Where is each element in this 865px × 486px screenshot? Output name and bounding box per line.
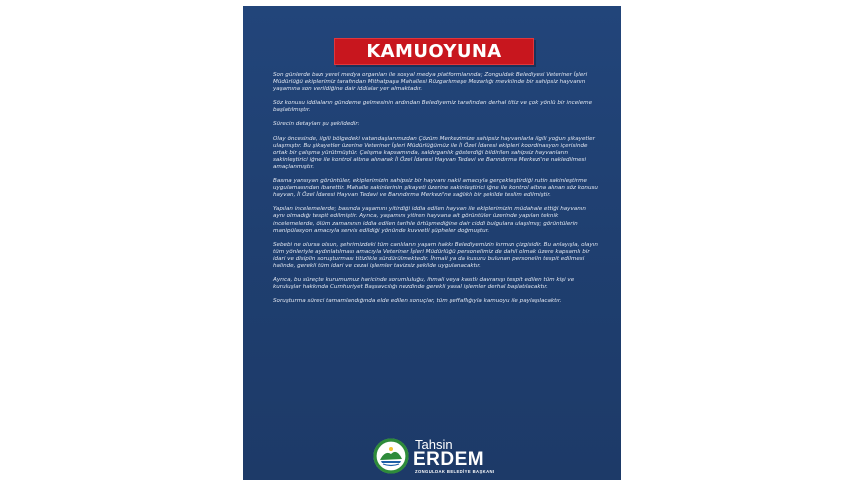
paragraph: Olay öncesinde, ilgili bölgedeki vatandaşlarımızdan Çözüm Merkezimize sahipsiz hayvanlarla ilgili yoğun şikayetler ulaşmıştır. Bu şikayetler üzerine Veteriner İşleri Müdürlüğümüz ile İl Özel İdaresi ekipleri koordinasyon içerisinde ortak bir çalışma yürütmüştür. Çalışma kapsamında, saldırganlık gösterdiği bildirilen sahipsiz hayvanların sakinleştirici iğne ile kontrol altına alınarak İl Özel İdaresi Hayvan Tedavi ve Barındırma Merkezi'ne nakledilmesi amaçlanmıştır.: [273, 135, 595, 170]
announcement-poster: [243, 6, 621, 480]
paragraph: Yapılan incelemelerde; basında yaşamını yitirdiği iddia edilen hayvan ile ekiplerimizin müdahale ettiği hayvanın aynı olmadığı tespit edilmiştir. Ayrıca, yaşamını yitiren hayvana ait görüntüler üzerinde yapılan teknik incelemelerde, ölüm zamanının iddia edilen tarihle örtüşmediğine dair ciddi bulgulara ulaşılmış; görüntülerin manipülasyon amacıyla servis edildiği yönünde kuvvetli şüpheler doğmuştur.: [273, 206, 586, 234]
paragraph: Sebebi ne olursa olsun, şehrimizdeki tüm canlıların yaşam hakkı Belediyemizin kırmızı çizgisidir. Bu anlayışla, olayın tüm yönleriyle aydınlatılması amacıyla Veteriner İşleri Müdürlüğü personelimiz de dahil olmak üzere kapsamlı bir idari ve disiplin soruşturması titizlikle sürdürülmektedir. İhmali ya da kusuru bulunan personelin tespit edilmesi halinde, gerekli tüm idari ve cezai işlemler tavizsiz şekilde uygulanacaktır.: [273, 241, 598, 269]
announcement-body: [273, 72, 599, 312]
municipality-emblem-icon: [373, 438, 409, 474]
title-banner: [334, 38, 534, 65]
paragraph: Söz konusu iddiaların gündeme gelmesinin ardından Belediyemiz tarafından derhal titiz ve çok yönlü bir inceleme başlatılmıştır.: [273, 100, 593, 114]
mayor-last-name: ERDEM: [413, 449, 485, 470]
mayor-title: ZONGULDAK BELEDİYE BAŞKANI: [415, 469, 495, 474]
poster-title: KAMUOYUNA: [366, 41, 502, 62]
signature-block: [373, 438, 513, 476]
paragraph: Son günlerde bazı yerel medya organları ile sosyal medya platformlarında; Zonguldak Belediyesi Veteriner İşleri Müdürlüğü ekiplerimiz tarafından Mithatpaşa Mahallesi Rüzgarlımeşe Mezarlığı mevkiinde bir sahipsiz hayvanın yaşamına son verildiğine dair iddialar yer almaktadır.: [273, 72, 588, 93]
paragraph: Sürecin detayları şu şekildedir:: [273, 121, 360, 128]
mayor-first-name: Tahsin: [415, 437, 453, 452]
paragraph: Soruşturma süreci tamamlandığında elde edilen sonuçlar, tüm şeffaflığıyla kamuoyu ile paylaşılacaktır.: [273, 298, 562, 305]
paragraph: Ayrıca, bu süreçte kurumumuz haricinde sorumluluğu, ihmali veya kasıtlı davranışı tespit edilen tüm kişi ve kuruluşlar hakkında Cumhuriyet Başsavcılığı nezdinde gerekli yasal işlemler derhal başlatılacaktır.: [273, 277, 575, 291]
paragraph: Basına yansıyan görüntüler, ekiplerimizin sahipsiz bir hayvanı nakil amacıyla gerçekleştirdiği rutin sakinleştirme uygulamasından ibarettir. Mahalle sakinlerinin şikayeti üzerine sakinleştirici iğne ile kontrol altına alınan söz konusu hayvan, İl Özel İdaresi Hayvan Tedavi ve Barındırma Merkezi'ne sağlıklı bir şekilde teslim edilmiştir.: [273, 178, 598, 199]
